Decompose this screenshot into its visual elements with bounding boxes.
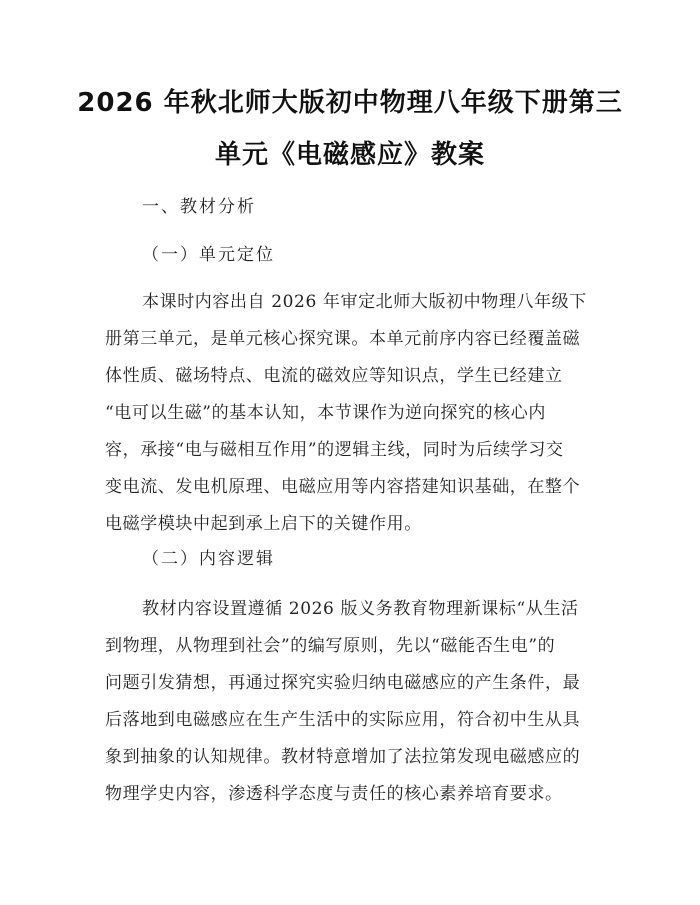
- paragraph-2-line: 物理学史内容，渗透科学态度与责任的核心素养培育要求。: [105, 784, 563, 804]
- paragraph-2-line: 教材内容设置遵循 2026 版义务教育物理新课标“从生活: [142, 599, 579, 619]
- subsection-heading-unit-positioning: （一）单元定位: [142, 245, 275, 265]
- paragraph-1-line: 变电流、发电机原理、电磁应用等内容搭建知识基础，在整个: [105, 477, 581, 497]
- paragraph-2-line: 后落地到电磁感应在生产生活中的实际应用，符合初中生从具: [105, 710, 581, 730]
- paragraph-1-line: 册第三单元，是单元核心探究课。本单元前序内容已经覆盖磁: [105, 329, 581, 349]
- document-title-line-2: 单元《电磁感应》教案: [214, 140, 485, 170]
- paragraph-1-line: 容，承接“电与磁相互作用”的逻辑主线，同时为后续学习交: [105, 440, 564, 460]
- paragraph-1-line: 本课时内容出自 2026 年审定北师大版初中物理八年级下: [142, 292, 587, 312]
- paragraph-2-line: 问题引发猜想，再通过探究实验归纳电磁感应的产生条件，最: [105, 673, 581, 693]
- document-title-line-1: 2026 年秋北师大版初中物理八年级下册第三: [77, 88, 623, 118]
- paragraph-1-line: 电磁学模块中起到承上启下的关键作用。: [105, 514, 422, 534]
- paragraph-2-line: 到物理，从物理到社会”的编写原则，先以“磁能否生电”的: [105, 636, 556, 656]
- paragraph-1-line: 体性质、磁场特点、电流的磁效应等知识点，学生已经建立: [105, 366, 563, 386]
- section-heading-textbook-analysis: 一、教材分析: [142, 197, 256, 217]
- subsection-heading-content-logic: （二）内容逻辑: [142, 549, 275, 569]
- paragraph-2-line: 象到抽象的认知规律。教材特意增加了法拉第发现电磁感应的: [105, 747, 581, 767]
- paragraph-1-line: “电可以生磁”的基本认知，本节课作为逆向探究的核心内: [105, 403, 546, 423]
